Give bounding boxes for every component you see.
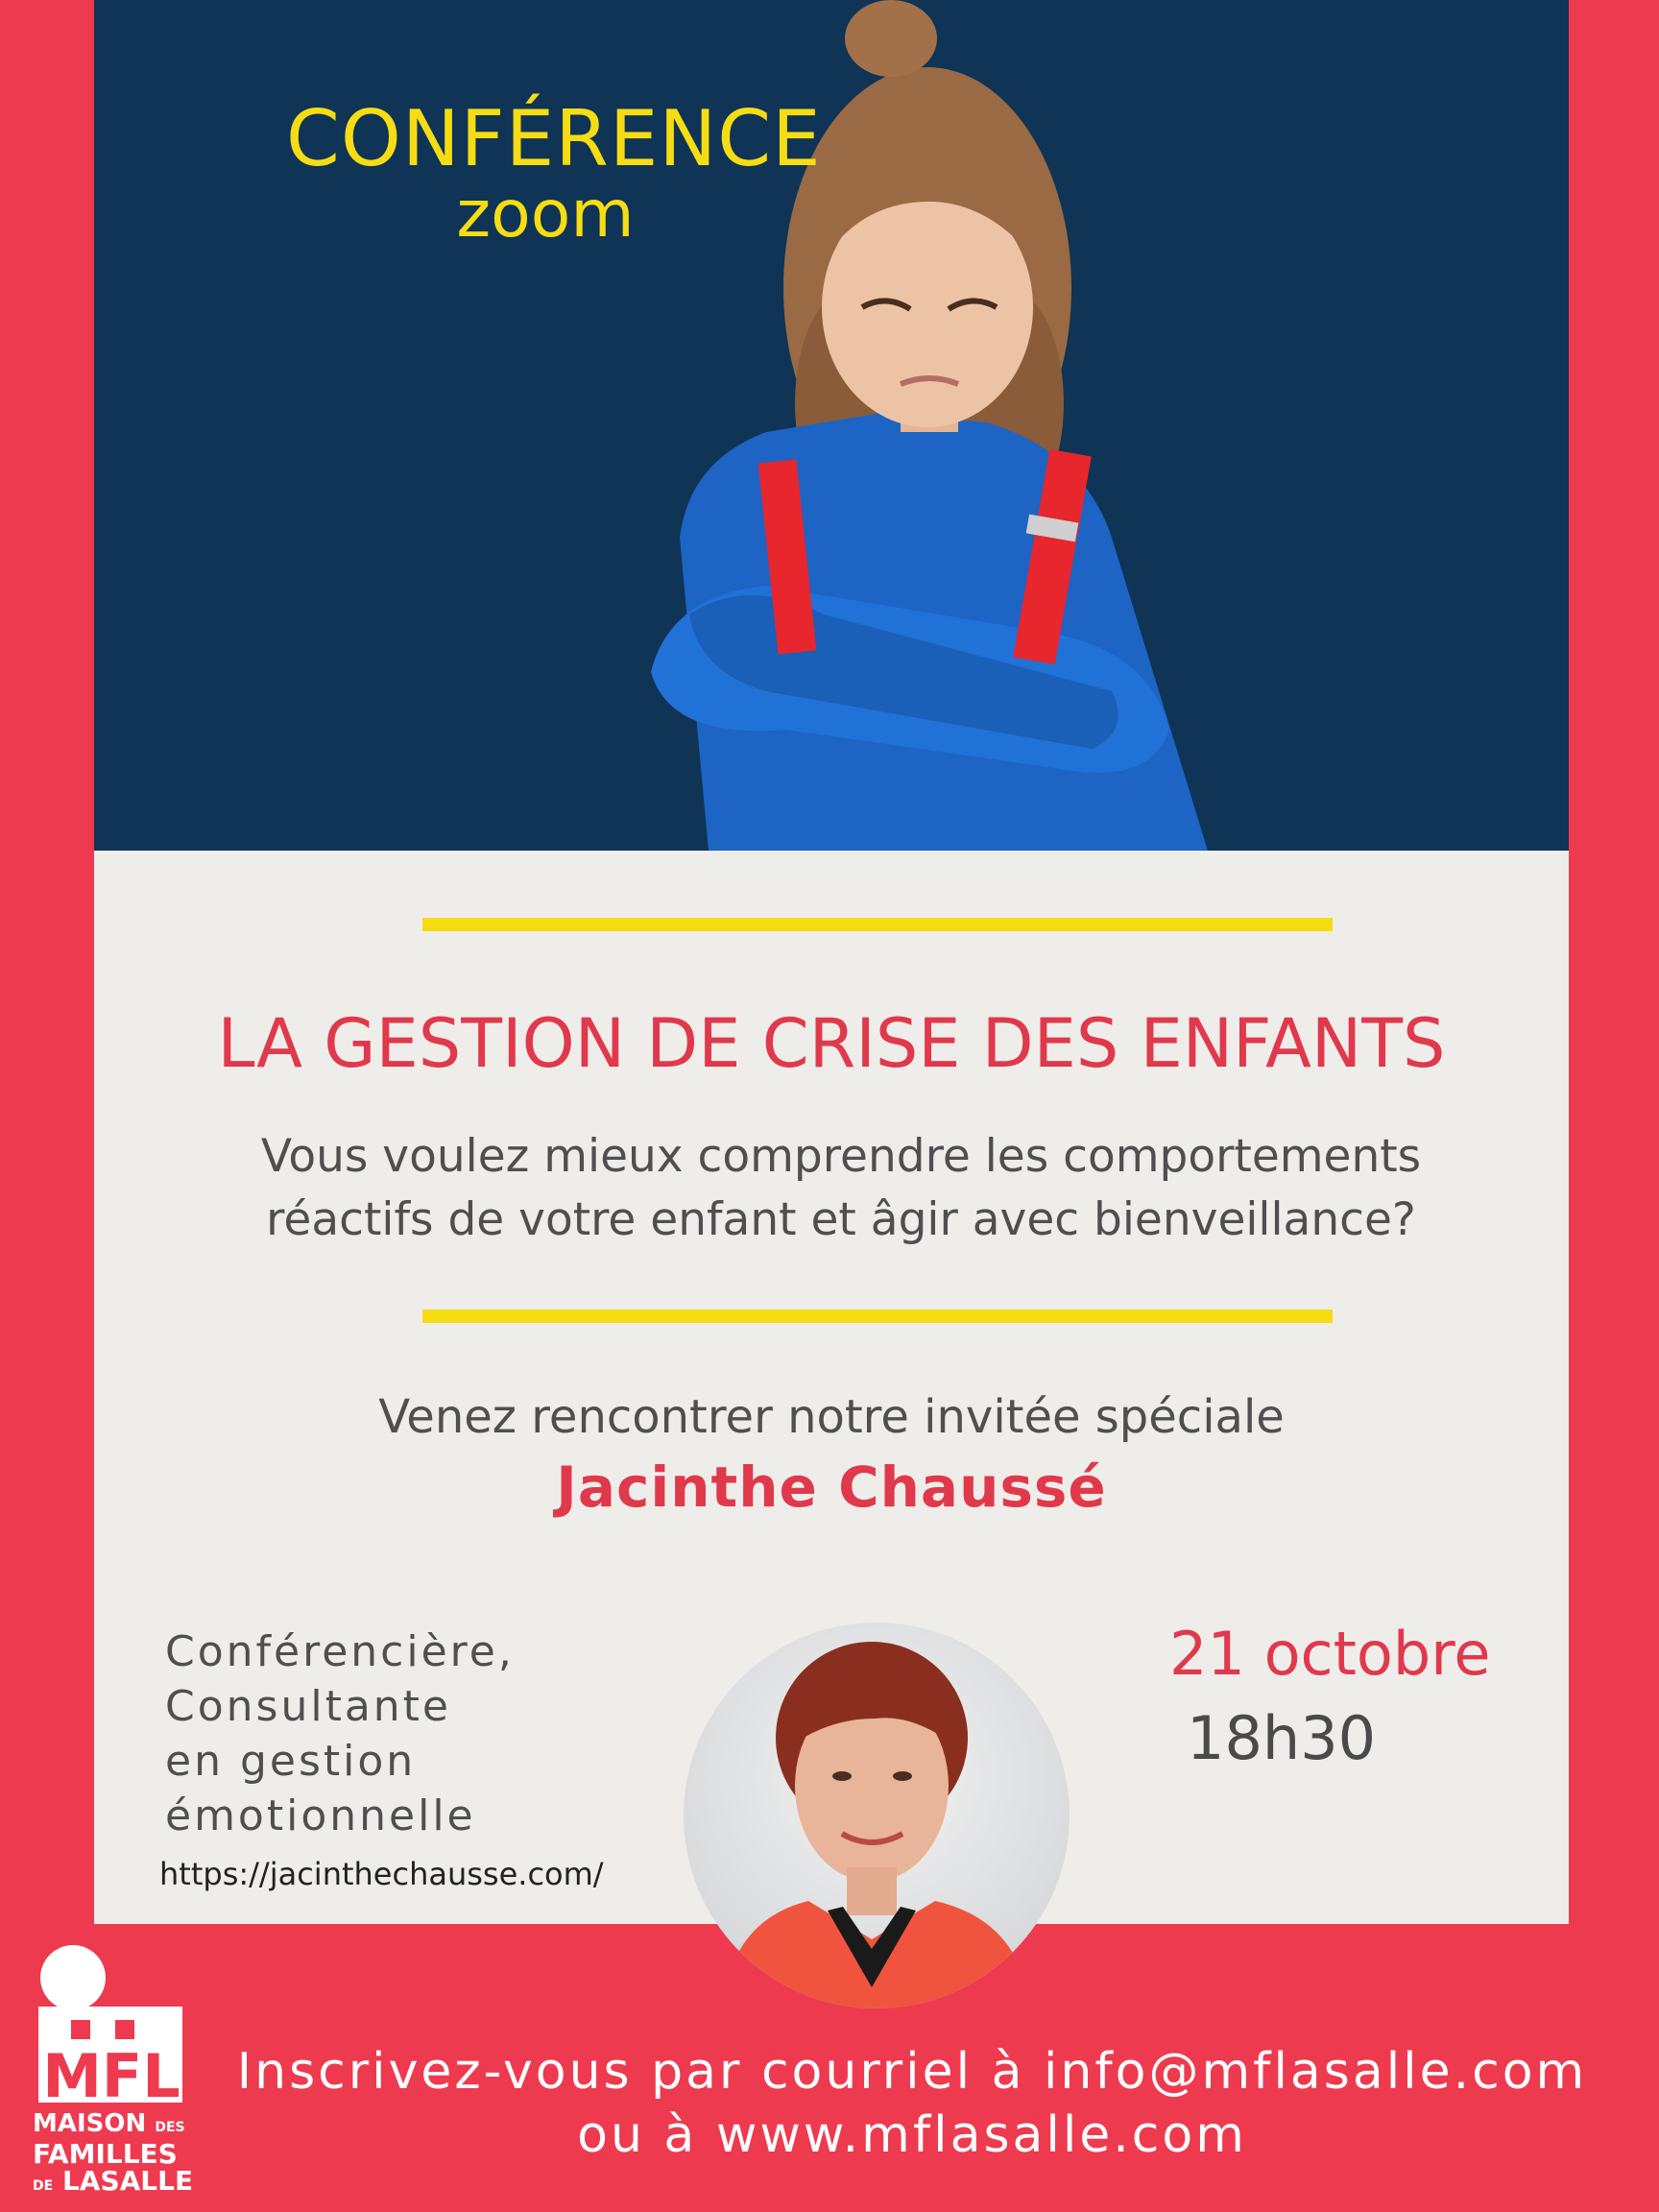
registration-web-line[interactable]: ou à www.mflasalle.com <box>577 2106 1247 2164</box>
logo-word-small: DE <box>33 2178 54 2194</box>
guest-website-link[interactable]: https://jacinthechausse.com/ <box>159 1856 604 1892</box>
divider-bottom <box>422 1310 1333 1323</box>
registration-info <box>192 2040 1632 2167</box>
headline: LA GESTION DE CRISE DES ENFANTS <box>217 1004 1446 1083</box>
guest-portrait-illustration <box>684 1623 1070 2008</box>
role-line: Consultante <box>165 1682 451 1731</box>
role-line: Conférencière, <box>165 1627 515 1676</box>
role-line: émotionnelle <box>165 1791 476 1840</box>
divider-top <box>422 918 1333 931</box>
logo-wordmark <box>33 2110 205 2200</box>
guest-name: Jacinthe Chaussé <box>556 1455 1107 1520</box>
intro-line: Vous voulez mieux comprendre les comportements <box>260 1130 1422 1183</box>
logo-word: FAMILLES <box>33 2138 178 2170</box>
intro-text <box>142 1125 1540 1252</box>
event-date: 21 octobre <box>1169 1619 1491 1689</box>
hero-photo-panel <box>94 0 1569 851</box>
conference-subtitle: zoom <box>456 177 635 252</box>
conference-title: CONFÉRENCE <box>286 94 822 183</box>
event-time: 18h30 <box>1187 1703 1377 1773</box>
guest-portrait <box>684 1623 1070 2008</box>
invite-text: Venez rencontrer notre invitée spéciale <box>378 1390 1285 1444</box>
logo-monogram: MFL <box>42 2041 180 2111</box>
guest-roles <box>165 1624 703 1843</box>
logo-word: MAISON <box>33 2109 147 2138</box>
registration-email-line[interactable]: Inscrivez-vous par courriel à info@mflasalle.com <box>236 2043 1588 2101</box>
intro-line: réactifs de votre enfant et âgir avec bienveillance? <box>266 1193 1416 1246</box>
role-line: en gestion <box>165 1737 417 1786</box>
logo-word-small: DES <box>155 2120 185 2135</box>
logo-word: LASALLE <box>61 2165 194 2197</box>
